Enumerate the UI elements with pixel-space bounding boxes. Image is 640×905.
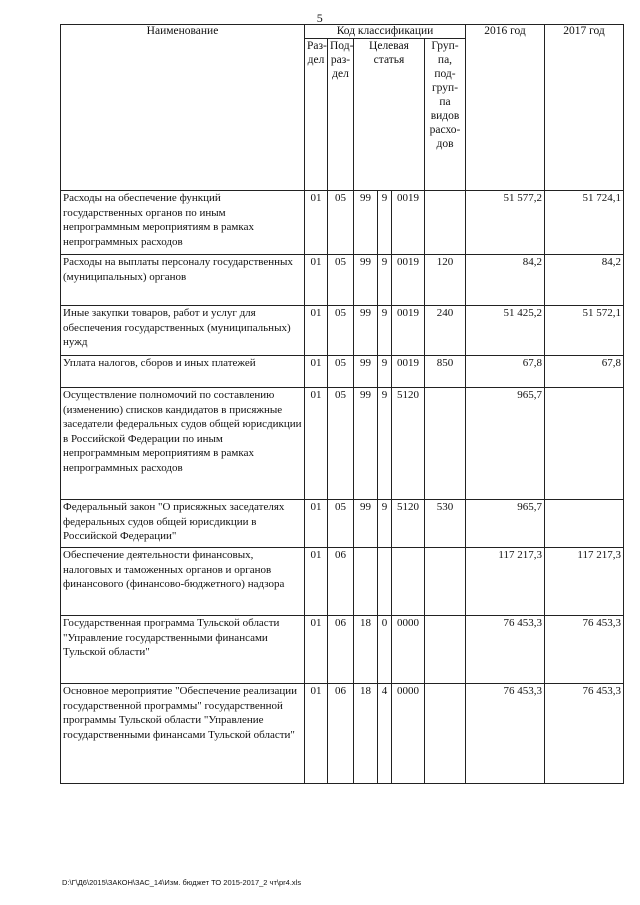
header-celevaya: Целевая статья [354,39,425,191]
table-row [61,356,624,388]
row-amount-2016: 67,8 [466,356,545,388]
row-cs-direction: 0000 [392,616,425,684]
row-cs-direction [392,548,425,616]
row-cs-direction: 0019 [392,356,425,388]
row-name: Иные закупки товаров, работ и услуг для обеспечения государственных (муниципальных) нужд [61,306,305,356]
row-amount-2017: 51 572,1 [545,306,624,356]
table-row [61,500,624,548]
row-amount-2016: 84,2 [466,255,545,306]
row-cs-program: 99 [354,500,378,548]
row-razdel: 01 [305,356,328,388]
table-row [61,548,624,616]
row-cs-program: 99 [354,356,378,388]
row-name: Уплата налогов, сборов и иных платежей [61,356,305,388]
row-cs-program: 18 [354,616,378,684]
row-expense-type [425,616,466,684]
row-amount-2017: 84,2 [545,255,624,306]
header-code-group: Код классификации [305,25,466,39]
row-amount-2017: 76 453,3 [545,684,624,784]
table-row [61,191,624,255]
row-amount-2017 [545,388,624,500]
row-podrazdel: 06 [328,548,354,616]
row-amount-2016: 76 453,3 [466,616,545,684]
row-cs-program: 99 [354,255,378,306]
row-amount-2016: 965,7 [466,388,545,500]
row-expense-type [425,684,466,784]
row-name: Расходы на обеспечение функций государственных органов по иным непрограммным мероприятиям в рамках непрограммных расходов [61,191,305,255]
row-razdel: 01 [305,500,328,548]
row-amount-2016: 51 577,2 [466,191,545,255]
row-cs-direction: 0019 [392,191,425,255]
row-amount-2016: 76 453,3 [466,684,545,784]
row-podrazdel: 05 [328,388,354,500]
row-cs-subprogram: 9 [378,306,392,356]
row-podrazdel: 05 [328,255,354,306]
row-name: Основное мероприятие "Обеспечение реализации государственной программы" государственной программы Тульской области "Управление государственными финансами Тульской области" [61,684,305,784]
header-year-2017: 2017 год [545,25,624,191]
row-name: Государственная программа Тульской области "Управление государственными финансами Тульской области" [61,616,305,684]
row-expense-type [425,548,466,616]
header-name: Наименование [61,25,305,191]
row-cs-program: 18 [354,684,378,784]
row-amount-2017: 117 217,3 [545,548,624,616]
row-podrazdel: 06 [328,684,354,784]
row-amount-2017 [545,500,624,548]
row-amount-2016: 965,7 [466,500,545,548]
row-cs-subprogram: 4 [378,684,392,784]
row-podrazdel: 05 [328,306,354,356]
row-cs-subprogram: 9 [378,388,392,500]
row-expense-type: 240 [425,306,466,356]
row-cs-subprogram: 9 [378,191,392,255]
table-row [61,255,624,306]
row-cs-subprogram: 0 [378,616,392,684]
row-razdel: 01 [305,548,328,616]
row-amount-2017: 51 724,1 [545,191,624,255]
header-gruppa: Груп- па, под- груп- па видов расхо- дов [425,39,466,191]
row-cs-subprogram: 9 [378,500,392,548]
row-razdel: 01 [305,388,328,500]
row-amount-2016: 51 425,2 [466,306,545,356]
row-cs-direction: 5120 [392,388,425,500]
row-amount-2017: 67,8 [545,356,624,388]
table-row [61,306,624,356]
row-razdel: 01 [305,255,328,306]
row-name: Федеральный закон "О присяжных заседателях федеральных судов общей юрисдикции в Российской Федерации" [61,500,305,548]
row-podrazdel: 06 [328,616,354,684]
row-cs-direction: 5120 [392,500,425,548]
row-expense-type: 850 [425,356,466,388]
row-cs-program: 99 [354,306,378,356]
row-razdel: 01 [305,684,328,784]
row-razdel: 01 [305,306,328,356]
header-razdel: Раз- дел [305,39,328,191]
row-expense-type: 120 [425,255,466,306]
row-podrazdel: 05 [328,500,354,548]
row-cs-program: 99 [354,388,378,500]
table-body [61,191,624,784]
file-path-footer: D:\Г\Д6\2015\ЗАКОН\ЗАС_14\Изм. бюджет ТО 2015-2017_2 чт\pr4.xls [62,878,302,887]
row-podrazdel: 05 [328,356,354,388]
row-razdel: 01 [305,616,328,684]
header-podrazdel: Под- раз- дел [328,39,354,191]
row-podrazdel: 05 [328,191,354,255]
row-amount-2017: 76 453,3 [545,616,624,684]
table-row [61,684,624,784]
budget-table [60,24,624,784]
row-cs-program: 99 [354,191,378,255]
table-row [61,616,624,684]
row-expense-type [425,191,466,255]
row-cs-subprogram: 9 [378,356,392,388]
row-cs-subprogram [378,548,392,616]
row-cs-direction: 0019 [392,306,425,356]
row-name: Осуществление полномочий по составлению (изменению) списков кандидатов в присяжные заседатели федеральных судов общей юрисдикции в Российской Федерации по иным непрограммным мероприятиям в рамках непрограммных расходов [61,388,305,500]
row-expense-type: 530 [425,500,466,548]
header-year-2016: 2016 год [466,25,545,191]
row-expense-type [425,388,466,500]
row-amount-2016: 117 217,3 [466,548,545,616]
row-name: Обеспечение деятельности финансовых, налоговых и таможенных органов и органов финансового (финансово-бюджетного) надзора [61,548,305,616]
row-cs-direction: 0000 [392,684,425,784]
page-number: 5 [316,11,324,25]
row-name: Расходы на выплаты персоналу государственных (муниципальных) органов [61,255,305,306]
row-cs-subprogram: 9 [378,255,392,306]
table-row [61,388,624,500]
row-cs-direction: 0019 [392,255,425,306]
row-razdel: 01 [305,191,328,255]
row-cs-program [354,548,378,616]
